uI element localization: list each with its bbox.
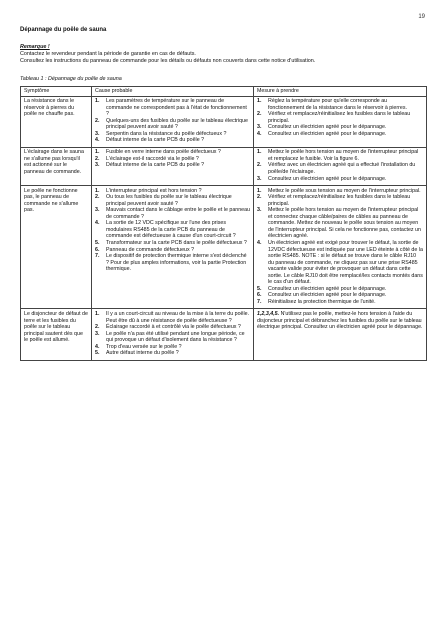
item-number: 3. (95, 207, 100, 214)
item-text: Vérifiez avec un électricien agréé qui a effectué l'installation du poêle/de l'éclairage. (268, 162, 416, 176)
list-item (257, 299, 423, 306)
item-text: Le dispositif de protection thermique interne s'est déclenché ? Pour de plus amples informations, voir la partie Protection thermique. (106, 253, 247, 273)
list-item (257, 194, 423, 207)
list-item (95, 220, 250, 240)
item-number: 3. (95, 130, 100, 137)
item-number: 2. (257, 194, 262, 201)
item-number: 3. (95, 162, 100, 169)
note-line: Contactez le revendeur pendant la période de garantie en cas de défauts. (20, 51, 196, 57)
list-item (257, 98, 423, 111)
item-text: Quelques-uns des fusibles du poêle sur le tableau électrique principal peuvent avoir sauté ? (106, 117, 248, 131)
item-text: Défaut interne de la carte PCB du poêle ? (106, 162, 205, 169)
item-number: 4. (95, 137, 100, 144)
note-heading: Remarque ! (20, 44, 50, 50)
list-item (95, 331, 250, 344)
item-number: 2. (95, 194, 100, 201)
item-text: Mauvais contact dans le câblage entre le poêle et le panneau de commande ? (106, 207, 250, 220)
column-header-symptom: Symptôme (21, 87, 92, 97)
item-number: 2. (257, 111, 262, 118)
item-number: 1. (95, 98, 100, 105)
cause-cell (92, 309, 254, 360)
item-text: Mettez le poêle hors tension au moyen de l'interrupteur principal et connectez chaque câble/paires de câbles au panneau de commande. Mettez de nouveau le poêle sous tension au moyen de l'interrupteur principal. Si cela ne fonctionne pas, contactez un électricien agréé. (268, 207, 421, 240)
cause-cell (92, 186, 254, 309)
item-number: 3. (95, 330, 100, 337)
item-text: L'interrupteur principal est hors tension ? (106, 187, 202, 194)
item-text: Consultez un électricien agréé pour le dépannage. (268, 285, 387, 292)
item-text: Panneau de commande défectueux ? (106, 246, 195, 253)
item-text: Consultez un électricien agréé pour le dépannage. (268, 130, 387, 137)
cause-list (95, 98, 250, 144)
action-list (257, 98, 423, 137)
note-box (20, 44, 430, 65)
item-text: Consultez un électricien agréé pour le dépannage. (268, 124, 387, 131)
item-text: Réinitialisez la protection thermique de l'unité. (268, 298, 376, 305)
item-number: 7. (257, 298, 262, 305)
item-number: 4. (257, 239, 262, 246)
list-item (257, 176, 423, 183)
item-text: Transformateur sur la carte PCB dans le poêle défectueux ? (106, 239, 247, 246)
item-number: 4. (95, 220, 100, 227)
item-text: Éclairage raccordé à et contrôlé via le poêle défectueux ? (106, 324, 241, 331)
item-number: 4. (257, 130, 262, 137)
list-item (95, 98, 250, 118)
troubleshooting-table (20, 86, 427, 361)
item-number: 1. (257, 149, 262, 156)
table-row (21, 309, 427, 360)
item-text: Consultez un électricien agréé pour le dépannage. (268, 175, 387, 182)
table-row (21, 96, 427, 147)
action-numbers: 1,2,3,4,5. (257, 310, 280, 317)
list-item (95, 311, 250, 324)
item-text: Serpentin dans la résistance du poêle défectueux ? (106, 130, 227, 137)
table-header-row (21, 87, 427, 97)
item-number: 7. (95, 253, 100, 260)
item-text: L'éclairage est-il raccordé via le poêle ? (106, 155, 199, 162)
symptom-cell: Le poêle ne fonctionne pas, le panneau de commande ne s'allume pas. (21, 186, 92, 309)
item-number: 6. (95, 246, 100, 253)
column-header-cause: Cause probable (92, 87, 254, 97)
column-header-action: Mesure à prendre (254, 87, 427, 97)
action-list (257, 149, 423, 182)
page-number: 19 (418, 14, 425, 20)
list-item (257, 149, 423, 162)
action-cell (254, 147, 427, 185)
item-number: 5. (95, 350, 100, 357)
item-text: Vérifiez et remplacez/réinitialisez les fusibles dans le tableau principal. (268, 111, 411, 124)
item-number: 2. (257, 162, 262, 169)
item-number: 1. (95, 187, 100, 194)
item-number: 6. (257, 292, 262, 299)
item-number: 5. (95, 239, 100, 246)
list-item (95, 137, 250, 144)
item-text: Consultez un électricien agréé pour le dépannage. (268, 292, 387, 299)
symptom-cell: La résistance dans le réservoir à pierres du poêle ne chauffe pas. (21, 96, 92, 147)
item-text: Mettez le poêle sous tension au moyen de l'interrupteur principal. (268, 187, 421, 194)
table-row (21, 186, 427, 309)
item-number: 2. (95, 324, 100, 331)
item-text: Un électricien agréé est exigé pour trouver le défaut, la sortie de 12VDC défectueuse est indiquée par une LED éteinte à côté de la sortie RS485. NOTE : si le défaut se trouve dans le câble RJ10 du panneau de commande, ne cliquez pas sur une prise RS485 vacante valide pour éviter de provoquer un défaut dans cette sortie. Le câble RJ10 doit être remplacé/les contacts montés dans le cas d'un défaut. (268, 239, 423, 286)
cause-list (95, 311, 250, 357)
item-text: Le poêle n'a pas été utilisé pendant une longue période, ce qui provoque un défaut d'isolement dans la résistance ? (106, 330, 245, 344)
list-item (257, 111, 423, 124)
item-number: 2. (95, 117, 100, 124)
list-item (95, 207, 250, 220)
item-text: Ou tous les fusibles du poêle sur le tableau électrique principal peuvent avoir sauté ? (106, 194, 232, 207)
action-cell (254, 96, 427, 147)
note-line: Consultez les instructions du panneau de commande pour les détails ou défauts non couverts dans cette notice d'utilisation. (20, 58, 316, 64)
item-number: 1. (257, 187, 262, 194)
list-item (95, 350, 250, 357)
section-title: Dépannage du poële de sauna (20, 27, 107, 33)
item-number: 4. (95, 343, 100, 350)
item-number: 2. (95, 155, 100, 162)
list-item (95, 162, 250, 169)
item-number: 1. (95, 149, 100, 156)
list-item (257, 207, 423, 240)
cause-cell (92, 96, 254, 147)
item-text: Il y a un court-circuit au niveau de la mise à la terre du poêle. Peut être dû à une résistance de poêle défectueuse ? (106, 310, 250, 324)
item-text: Réglez la température pour qu'elle corresponde au fonctionnement de la résistance dans le réservoir à pierres. (268, 98, 407, 111)
item-number: 1. (257, 98, 262, 105)
action-list (257, 188, 423, 306)
symptom-cell: Le disjoncteur de défaut de terre et les fusibles du poêle sur le tableau principal sautent dès que le poêle est allumé. (21, 309, 92, 360)
list-item (95, 253, 250, 273)
item-text: Trop d'eau versée sur le poêle ? (106, 343, 182, 350)
cause-list (95, 188, 250, 273)
table-row (21, 147, 427, 185)
action-cell (254, 186, 427, 309)
item-number: 3. (257, 207, 262, 214)
action-text: N'utilisez pas le poêle, mettez-le hors tension à l'aide du disjoncteur principal et débranchez les fusibles du poêle sur le tableau électrique principal. Consultez un électricien agréé pour le dépannage. (257, 310, 423, 331)
table-caption: Tableau 1 : Dépannage du poêle de sauna (20, 76, 122, 82)
item-number: 3. (257, 124, 262, 131)
item-text: Les paramètres de température sur le panneau de commande ne correspondent pas à l'état de fonctionnement ? (106, 98, 247, 118)
list-item (257, 131, 423, 138)
cause-cell (92, 147, 254, 185)
item-number: 1. (95, 310, 100, 317)
symptom-cell: L'éclairage dans le sauna ne s'allume pas lorsqu'il est actionné sur le panneau de commande. (21, 147, 92, 185)
item-text: Autre défaut interne du poêle ? (106, 350, 179, 357)
list-item (95, 194, 250, 207)
item-text: Mettez le poêle hors tension au moyen de l'interrupteur principal et remplacez le fusible. Voir la figure 6. (268, 149, 419, 162)
action-cell (254, 309, 427, 360)
item-text: Défaut interne de la carte PCB du poêle ? (106, 137, 205, 144)
list-item (95, 118, 250, 131)
list-item (257, 240, 423, 286)
item-text: Fusible en verre interne dans poële défectueux ? (106, 149, 221, 156)
cause-list (95, 149, 250, 169)
item-text: Vérifiez et remplacez/réinitialisez les fusibles dans le tableau principal. (268, 194, 411, 207)
list-item (257, 162, 423, 175)
item-number: 5. (257, 285, 262, 292)
item-text: La sortie de 12 VDC spécifique sur l'une des prises modulaires RS485 de la carte PCB du panneau de commande est défectueuse à cause d'un court-circuit ? (106, 220, 236, 240)
item-number: 3. (257, 175, 262, 182)
